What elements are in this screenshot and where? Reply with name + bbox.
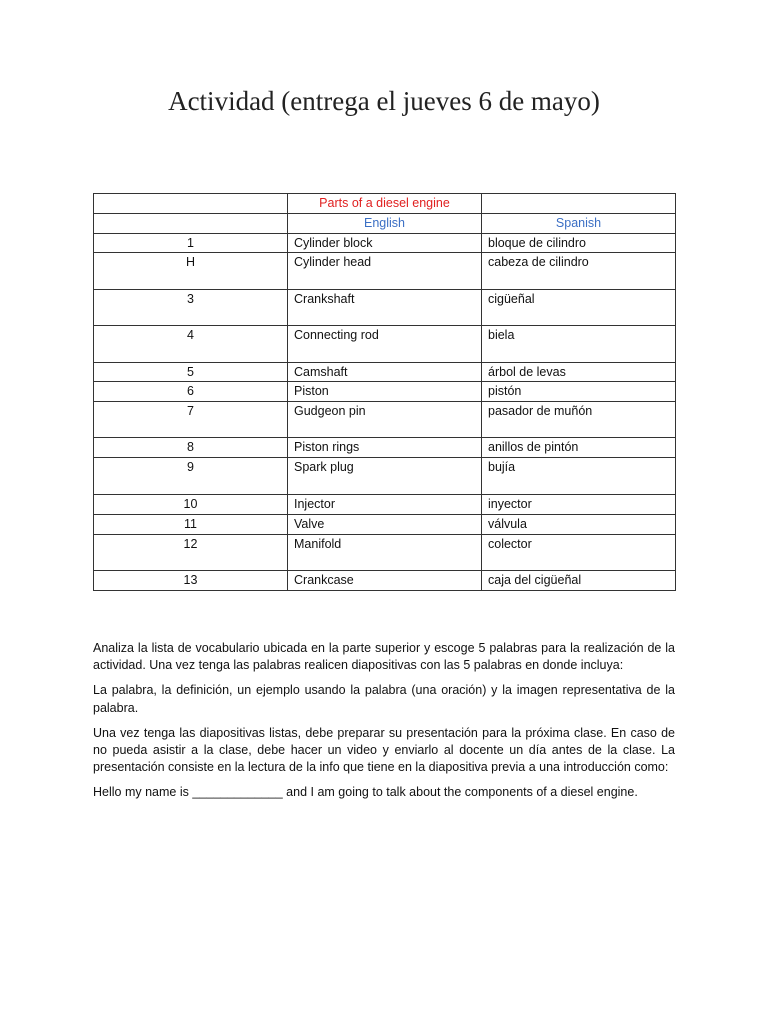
row-number: 9 xyxy=(94,458,288,495)
row-number: 8 xyxy=(94,438,288,458)
english-term: Spark plug xyxy=(288,458,482,495)
column-header-spanish: Spanish xyxy=(482,214,676,234)
row-number: 10 xyxy=(94,495,288,515)
spanish-term: árbol de levas xyxy=(482,363,676,382)
english-term: Gudgeon pin xyxy=(288,402,482,438)
table-row xyxy=(94,571,676,591)
presentation-intro-example: Hello my name is _____________ and I am going to talk about the components of a diesel engine. xyxy=(93,785,638,800)
spanish-term: pasador de muñón xyxy=(482,402,676,438)
row-number: 1 xyxy=(94,234,288,253)
spanish-term: cabeza de cilindro xyxy=(482,253,676,290)
spanish-term: biela xyxy=(482,326,676,363)
vocabulary-table xyxy=(93,193,676,591)
english-term: Cylinder block xyxy=(288,234,482,253)
instructions-section xyxy=(93,640,675,810)
row-number: 11 xyxy=(94,515,288,535)
instruction-paragraph: Analiza la lista de vocabulario ubicada en la parte superior y escoge 5 palabras para la realización de la actividad. Una vez tenga las palabras realicen diapositivas con las 5 palabras en donde incluya: xyxy=(93,641,675,673)
empty-cell xyxy=(482,194,676,214)
instruction-paragraph: La palabra, la definición, un ejemplo usando la palabra (una oración) y la imagen representativa de la palabra. xyxy=(93,683,675,715)
table-header-row xyxy=(94,214,676,234)
table-row xyxy=(94,495,676,515)
english-term: Camshaft xyxy=(288,363,482,382)
table-row xyxy=(94,326,676,363)
english-term: Valve xyxy=(288,515,482,535)
page-title: Actividad (entrega el jueves 6 de mayo) xyxy=(168,86,600,116)
table-caption: Parts of a diesel engine xyxy=(288,194,482,214)
row-number: 4 xyxy=(94,326,288,363)
english-term: Crankcase xyxy=(288,571,482,591)
table-row xyxy=(94,290,676,326)
spanish-term: bloque de cilindro xyxy=(482,234,676,253)
spanish-term: inyector xyxy=(482,495,676,515)
english-term: Piston rings xyxy=(288,438,482,458)
table-caption-row xyxy=(94,194,676,214)
empty-cell xyxy=(94,214,288,234)
spanish-term: pistón xyxy=(482,382,676,402)
table-row xyxy=(94,458,676,495)
spanish-term: bujía xyxy=(482,458,676,495)
english-term: Manifold xyxy=(288,535,482,571)
row-number: 5 xyxy=(94,363,288,382)
row-number: H xyxy=(94,253,288,290)
table-row xyxy=(94,382,676,402)
spanish-term: válvula xyxy=(482,515,676,535)
table-row xyxy=(94,438,676,458)
instruction-paragraph: Una vez tenga las diapositivas listas, debe preparar su presentación para la próxima clase. En caso de no pueda asistir a la clase, debe hacer un video y enviarlo al docente un día antes de la clase. La presentación consiste en la lectura de la info que tiene en la diapositiva previa a una introducción como: xyxy=(93,725,675,775)
row-number: 3 xyxy=(94,290,288,326)
spanish-term: caja del cigüeñal xyxy=(482,571,676,591)
english-term: Cylinder head xyxy=(288,253,482,290)
spanish-term: anillos de pintón xyxy=(482,438,676,458)
table-row xyxy=(94,535,676,571)
table-row xyxy=(94,253,676,290)
row-number: 13 xyxy=(94,571,288,591)
column-header-english: English xyxy=(288,214,482,234)
empty-cell xyxy=(94,194,288,214)
spanish-term: cigüeñal xyxy=(482,290,676,326)
row-number: 7 xyxy=(94,402,288,438)
row-number: 12 xyxy=(94,535,288,571)
english-term: Connecting rod xyxy=(288,326,482,363)
english-term: Injector xyxy=(288,495,482,515)
english-term: Crankshaft xyxy=(288,290,482,326)
table-row xyxy=(94,515,676,535)
english-term: Piston xyxy=(288,382,482,402)
table-row xyxy=(94,402,676,438)
table-row xyxy=(94,234,676,253)
spanish-term: colector xyxy=(482,535,676,571)
table-row xyxy=(94,363,676,382)
row-number: 6 xyxy=(94,382,288,402)
